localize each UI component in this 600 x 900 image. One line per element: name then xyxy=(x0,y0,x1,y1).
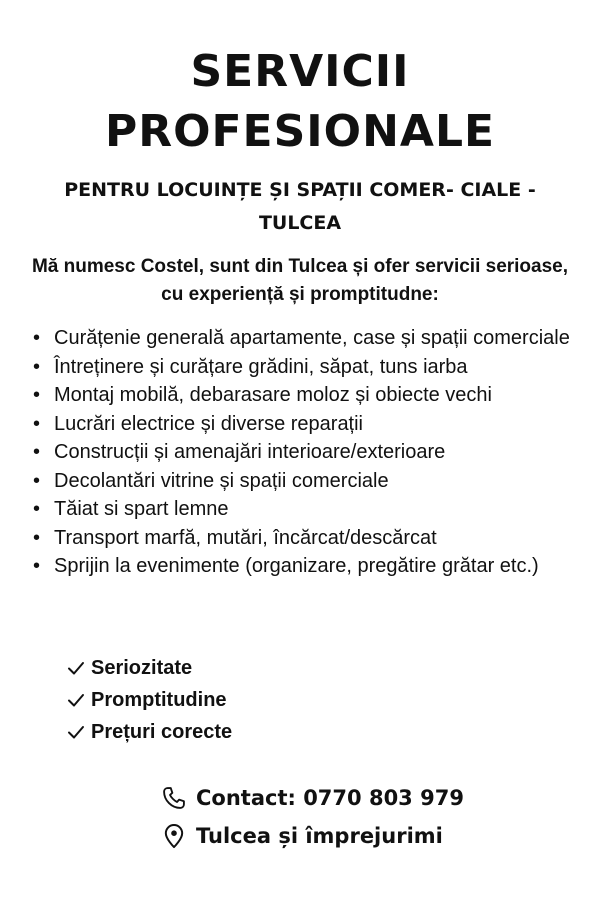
service-item xyxy=(33,495,593,524)
service-text: Sprijin la evenimente (organizare, pregătire grătar etc.) xyxy=(54,555,539,577)
service-item xyxy=(33,324,593,353)
service-item xyxy=(33,438,593,467)
service-item xyxy=(33,524,593,553)
map-pin-icon xyxy=(160,822,188,850)
title-line-2: PROFESIONALE xyxy=(104,106,496,157)
quality-item xyxy=(66,716,232,748)
service-text: Curățenie generală apartamente, case și spații comerciale xyxy=(54,327,570,349)
services-list xyxy=(33,324,593,581)
bullet-icon: • xyxy=(33,412,41,435)
bullet-icon: • xyxy=(33,498,41,520)
check-icon xyxy=(66,722,86,742)
service-text: Transport marfă, mutări, încărcat/descărcat xyxy=(54,526,437,549)
service-text: Montaj mobilă, debarasare moloz și obiecte vechi xyxy=(54,384,492,406)
check-icon xyxy=(66,658,86,678)
service-item xyxy=(33,353,593,382)
contact-location-text: Tulcea și împrejurimi xyxy=(196,824,443,848)
bullet-icon: • xyxy=(33,384,41,406)
service-text: Construcții și amenajări interioare/exterioare xyxy=(54,441,446,463)
subtitle: PENTRU LOCUINȚE ȘI SPAȚII COMER- CIALE - TULCEA xyxy=(64,179,536,234)
service-text: Întreținere și curățare grădini, săpat, tuns iarba xyxy=(54,355,468,378)
service-item xyxy=(33,467,593,496)
bullet-icon: • xyxy=(33,526,41,549)
quality-text: Prețuri corecte xyxy=(91,721,233,743)
quality-text: Promptitudine xyxy=(91,689,227,711)
service-text: Decolantări vitrine și spații comerciale xyxy=(54,469,389,492)
bullet-icon: • xyxy=(33,441,41,463)
bullet-icon: • xyxy=(33,355,41,378)
bullet-icon: • xyxy=(33,327,41,349)
quality-item xyxy=(66,684,232,716)
bullet-icon: • xyxy=(33,555,41,577)
contact-location xyxy=(160,822,443,850)
contact-phone-text[interactable]: Contact: 0770 803 979 xyxy=(196,786,464,810)
service-item xyxy=(33,552,593,581)
title-line-1: SERVICII xyxy=(190,46,410,97)
quality-text: Seriozitate xyxy=(91,657,193,679)
service-item xyxy=(33,410,593,439)
intro-text: Mă numesc Costel, sunt din Tulcea și ofer servicii serioase, cu experiență și promptitudne: xyxy=(31,256,569,305)
qualities-list xyxy=(66,652,232,748)
service-text: Tăiat si spart lemne xyxy=(54,498,229,520)
service-item xyxy=(33,381,593,410)
quality-item xyxy=(66,652,232,684)
contact-phone xyxy=(160,784,464,812)
service-text: Lucrări electrice și diverse reparații xyxy=(54,412,364,435)
phone-icon xyxy=(160,784,188,812)
bullet-icon: • xyxy=(33,469,41,492)
check-icon xyxy=(66,690,86,710)
